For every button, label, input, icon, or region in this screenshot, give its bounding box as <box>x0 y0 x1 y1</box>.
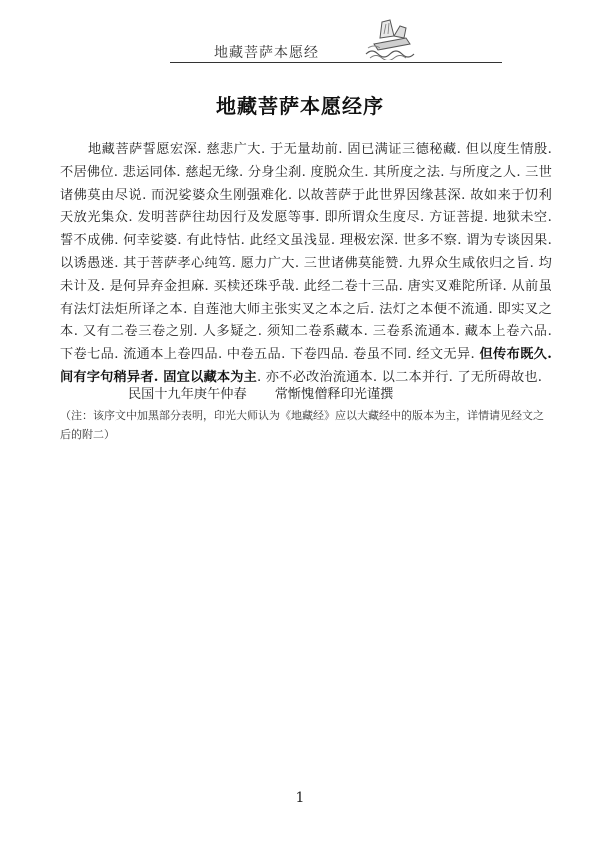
preface-text: 地藏菩萨誓愿宏深. 慈悲广大. 于无量劫前. 固已满证三德秘藏. 但以度生情殷. 不居佛位. 悲运同体. 慈起无缘. 分身尘刹. 度脱众生. 其所度之法. 与所度之人. 三世诸佛莫由尽说. 而況娑婆众生刚强难化. 以故菩萨于此世界因缘甚深. 故如来于忉利天放光集众. 发明菩萨往劫因行及发愿等事. 即所谓众生度尽. 方证菩提. 地狱未空. 誓不成佛. 何幸娑婆. 有此恃怙. 此经文虽浅显. 理极宏深. 世多不察. 谓为专谈因果. 以诱愚迷. 其于菩萨孝心纯笃. 愿力广大. 三世诸佛莫能赞. 九界众生咸依归之旨. 均未计及. 是何异弃金担麻. 买椟还珠乎哉. 此经二卷十三品. 唐实叉难陀所译. 从前虽有法灯法炬所译之本. 自莲池大师主张实叉之本之后. 法灯之本便不流通. 即实叉之本. 又有二卷三卷之别. 人多疑之. 须知二卷系藏本. 三卷系流通本. 藏本上卷六品. 下卷七品. 流通本上卷四品. 中卷五品. 下卷四品. 卷虽不同. 经文无异. <box>60 142 552 363</box>
signature-line <box>128 383 393 402</box>
document-title: 地藏菩萨本愿经序 <box>216 94 384 118</box>
editor-note: （注：该序文中加黑部分表明，印光大师认为《地藏经》应以大藏经中的版本为主，详情请见经文之后的附二） <box>60 409 544 441</box>
running-header <box>170 14 500 64</box>
signature-author: 常惭愧僧释印光谨撰 <box>274 387 394 402</box>
preface-emphasis: 但传布既久. 间有字句稍异者. 固宜以藏本为主 <box>60 347 552 385</box>
preface-text-end: . 亦不必改治流通本. 以二本并行. 了无所碍故也. <box>257 369 543 385</box>
header-rule <box>170 62 502 63</box>
boat-on-waves-logo <box>360 14 420 60</box>
preface-paragraph <box>60 139 552 390</box>
signature-date: 民国十九年庚午仲春 <box>128 387 247 402</box>
page-number: 1 <box>295 790 305 806</box>
header-title: 地藏菩萨本愿经 <box>214 45 319 61</box>
